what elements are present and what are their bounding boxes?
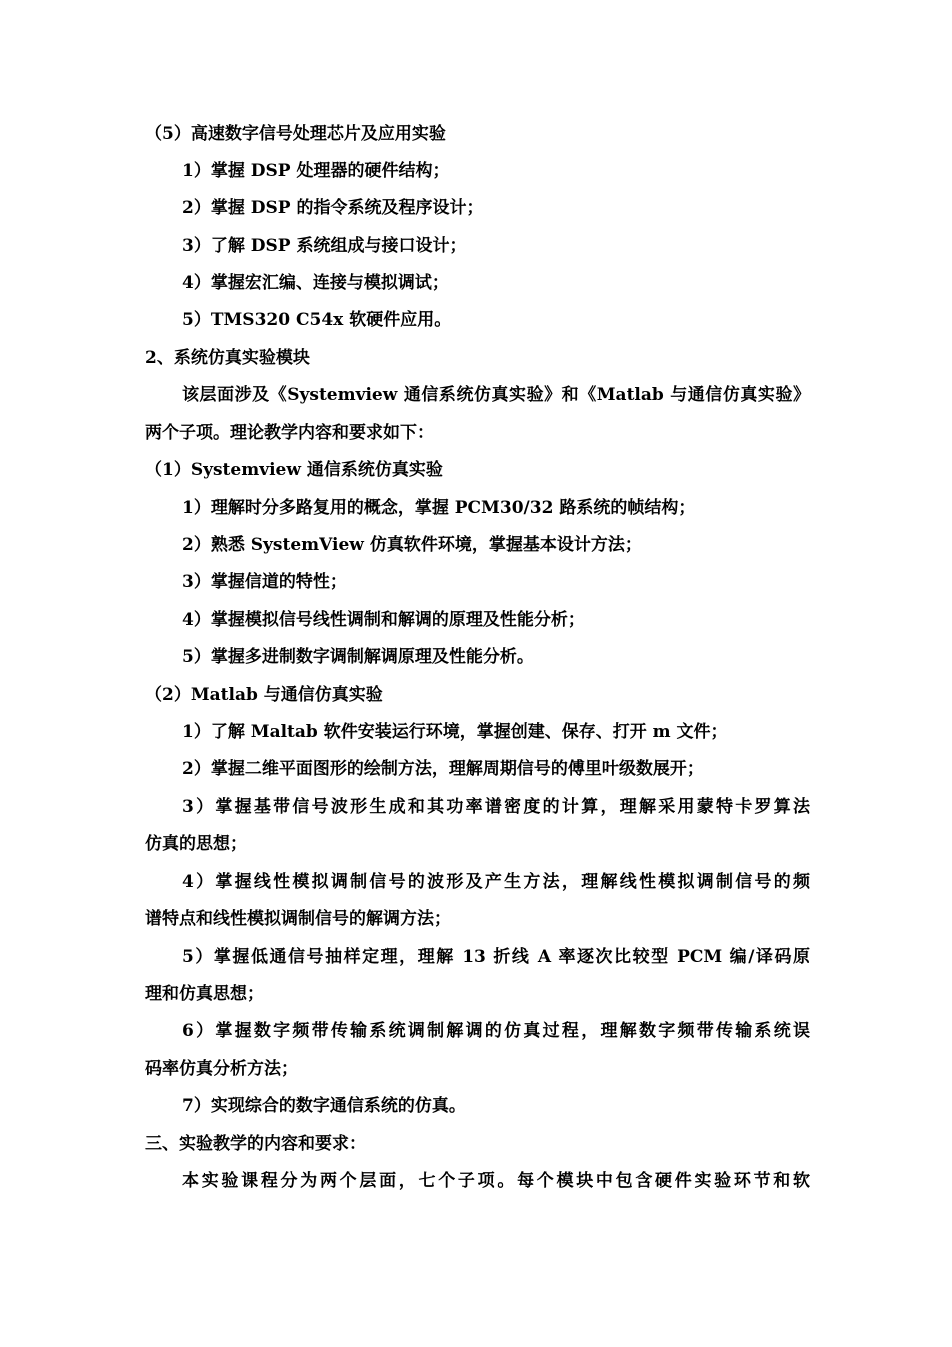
list-item: 5）掌握多进制数字调制解调原理及性能分析。 <box>182 647 534 667</box>
list-item: 4）掌握宏汇编、连接与模拟调试； <box>182 273 449 293</box>
list-item: 3）掌握基带信号波形生成和其功率谱密度的计算，理解采用蒙特卡罗算法 <box>182 797 810 817</box>
list-item: 1）掌握 DSP 处理器的硬件结构； <box>182 161 450 181</box>
list-item: 4）掌握线性模拟调制信号的波形及产生方法，理解线性模拟调制信号的频 <box>182 872 810 892</box>
list-item-continuation: 谱特点和线性模拟调制信号的解调方法； <box>145 909 451 929</box>
paragraph-line: 本实验课程分为两个层面，七个子项。每个模块中包含硬件实验环节和软 <box>182 1171 810 1191</box>
section-heading-dsp-experiment: （5）高速数字信号处理芯片及应用实验 <box>145 124 446 144</box>
list-item: 6）掌握数字频带传输系统调制解调的仿真过程，理解数字频带传输系统误 <box>182 1021 810 1041</box>
section-heading-simulation-module: 2、系统仿真实验模块 <box>145 348 310 368</box>
list-item: 2）掌握二维平面图形的绘制方法，理解周期信号的傅里叶级数展开； <box>182 759 704 779</box>
list-item: 4）掌握模拟信号线性调制和解调的原理及性能分析； <box>182 610 585 630</box>
list-item: 3）了解 DSP 系统组成与接口设计； <box>182 236 467 256</box>
list-item: 7）实现综合的数字通信系统的仿真。 <box>182 1096 466 1116</box>
list-item: 1）了解 Maltab 软件安装运行环境，掌握创建、保存、打开 m 文件； <box>182 722 728 742</box>
list-item: 1）理解时分多路复用的概念，掌握 PCM30/32 路系统的帧结构； <box>182 498 696 518</box>
subsection-heading-systemview: （1）Systemview 通信系统仿真实验 <box>145 460 443 480</box>
subsection-heading-matlab: （2）Matlab 与通信仿真实验 <box>145 685 383 705</box>
list-item: 5）TMS320 C54x 软硬件应用。 <box>182 310 452 330</box>
list-item-continuation: 理和仿真思想； <box>145 984 264 1004</box>
list-item-continuation: 码率仿真分析方法； <box>145 1059 298 1079</box>
list-item: 5）掌握低通信号抽样定理，理解 13 折线 A 率逐次比较型 PCM 编/译码原 <box>182 947 810 967</box>
paragraph-line: 两个子项。理论教学内容和要求如下： <box>145 423 434 443</box>
list-item: 2）掌握 DSP 的指令系统及程序设计； <box>182 198 484 218</box>
section-heading-content-requirements: 三、实验教学的内容和要求： <box>145 1134 366 1154</box>
paragraph-line: 该层面涉及《Systemview 通信系统仿真实验》和《Matlab 与通信仿真实验》 <box>182 385 810 405</box>
list-item: 2）熟悉 SystemView 仿真软件环境，掌握基本设计方法； <box>182 535 642 555</box>
list-item: 3）掌握信道的特性； <box>182 572 347 592</box>
list-item-continuation: 仿真的思想； <box>145 834 247 854</box>
